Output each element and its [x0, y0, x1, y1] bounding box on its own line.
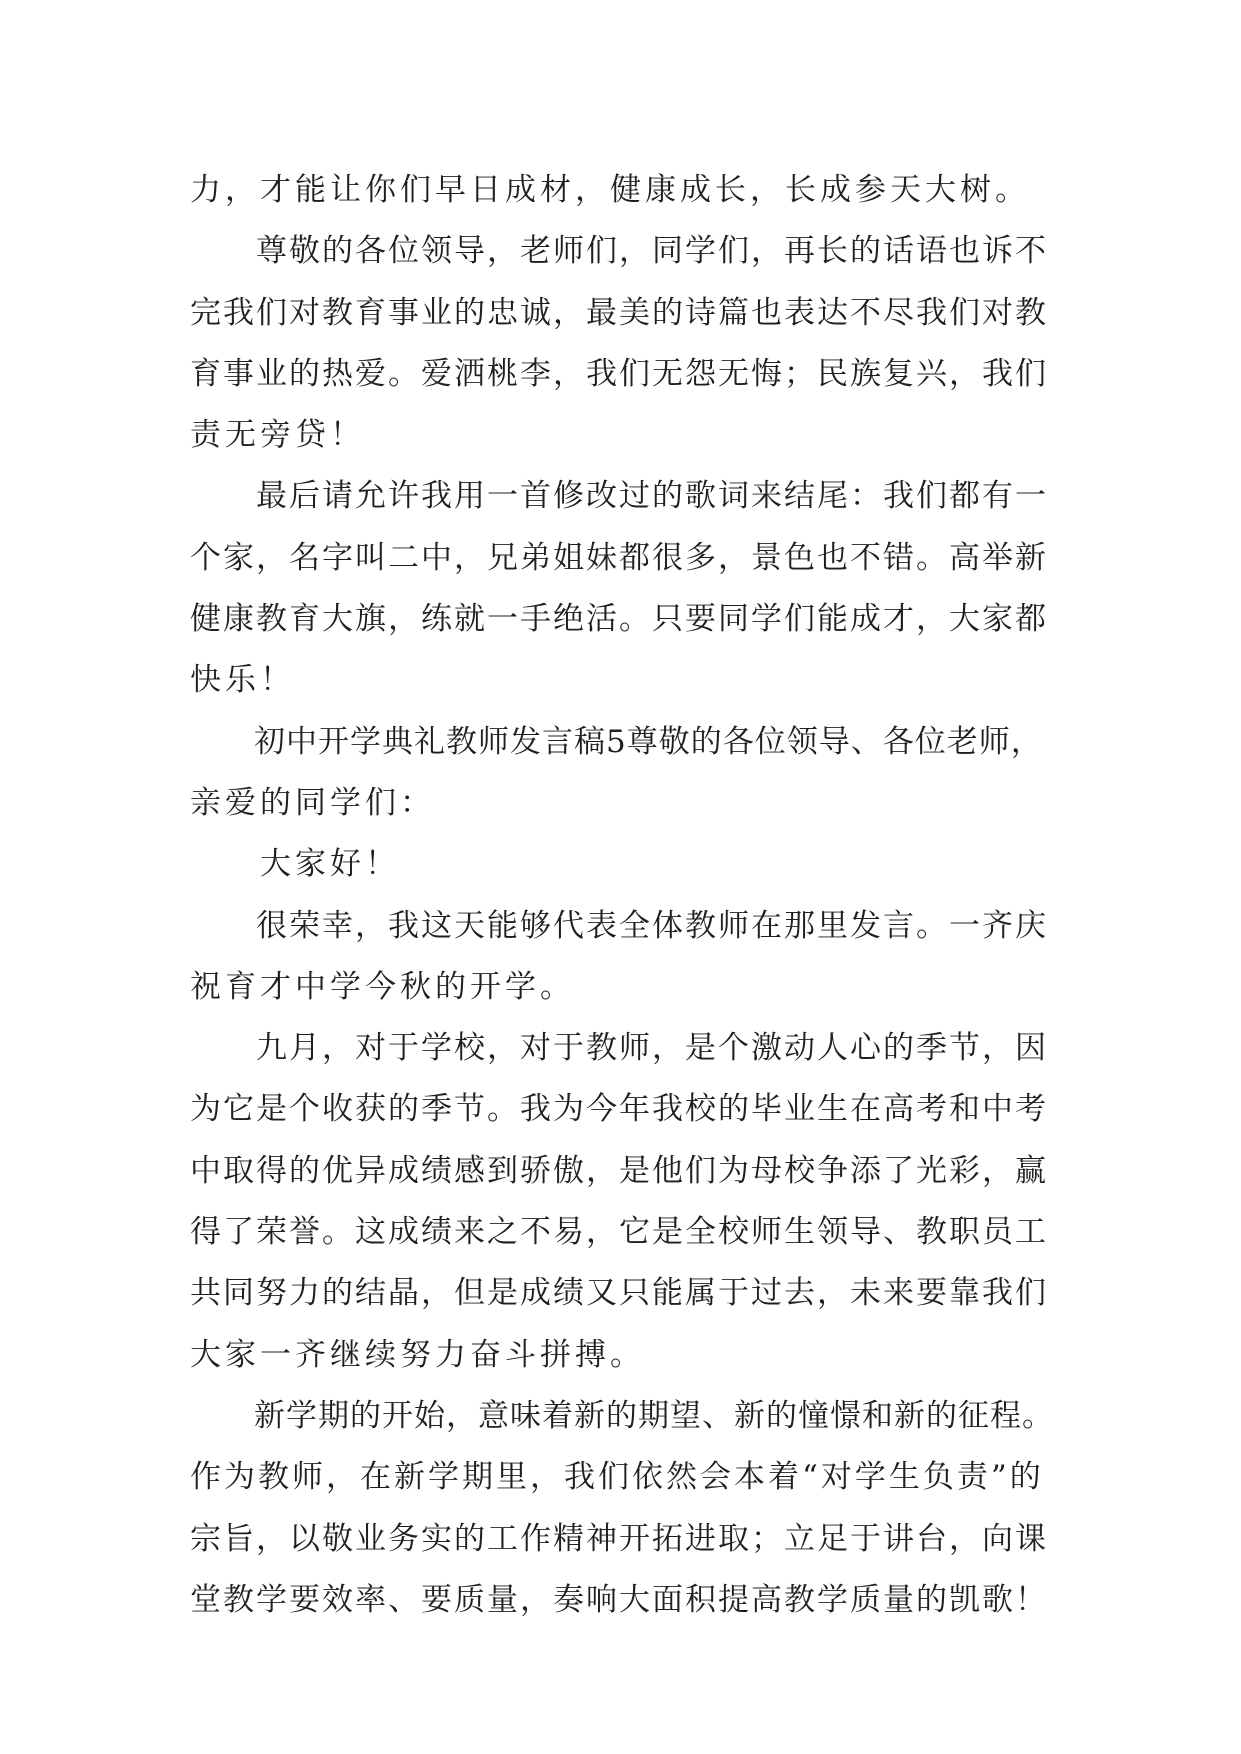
text-line: 祝育才中学今秋的开学。	[190, 968, 575, 1005]
text-line: 得了荣誉。这成绩来之不易，它是全校师生领导、教职员工	[190, 1214, 1048, 1251]
text-line: 作为教师，在新学期里，我们依然会本着“对学生负责”的	[190, 1459, 1044, 1496]
text-line: 中取得的优异成绩感到骄傲，是他们为母校争添了光彩，赢	[190, 1152, 1048, 1189]
paragraph	[190, 712, 1055, 835]
text-line: 新学期的开始，意味着新的期望、新的憧憬和新的征程。	[190, 1397, 1054, 1434]
text-line: 快乐！	[190, 662, 295, 699]
paragraph	[190, 834, 1055, 895]
text-line: 个家，名字叫二中，兄弟姐妹都很多，景色也不错。高举新	[190, 539, 1048, 576]
paragraph	[190, 221, 1055, 466]
text-line: 大家一齐继续努力奋斗拼搏。	[190, 1336, 645, 1373]
text-line: 最后请允许我用一首修改过的歌词来结尾：我们都有一	[190, 478, 1048, 515]
text-line: 责无旁贷！	[190, 417, 365, 454]
paragraph	[190, 160, 1055, 221]
text-line: 尊敬的各位领导，老师们，同学们，再长的话语也诉不	[190, 233, 1048, 270]
paragraph	[190, 466, 1055, 711]
document-page	[190, 0, 1055, 1754]
text-line: 完我们对教育事业的忠诚，最美的诗篇也表达不尽我们对教	[190, 294, 1048, 331]
text-line: 大家好！	[190, 846, 400, 883]
text-line: 堂教学要效率、要质量，奏响大面积提高教学质量的凯歌！	[190, 1581, 1048, 1618]
text-line: 为它是个收获的季节。我为今年我校的毕业生在高考和中考	[190, 1091, 1048, 1128]
text-line: 很荣幸，我这天能够代表全体教师在那里发言。一齐庆	[190, 907, 1048, 944]
text-line: 九月，对于学校，对于教师，是个激动人心的季节，因	[190, 1030, 1048, 1067]
text-line: 育事业的热爱。爱洒桃李，我们无怨无悔；民族复兴，我们	[190, 355, 1048, 392]
text-line: 力，才能让你们早日成材，健康成长，长成参天大树。	[190, 172, 1030, 208]
paragraph	[190, 1018, 1055, 1386]
text-line: 共同努力的结晶，但是成绩又只能属于过去，未来要靠我们	[190, 1275, 1048, 1312]
paragraph	[190, 896, 1055, 1019]
text-line: 健康教育大旗，练就一手绝活。只要同学们能成才，大家都	[190, 601, 1048, 638]
text-line: 亲爱的同学们：	[190, 784, 435, 821]
text-line: 初中开学典礼教师发言稿5尊敬的各位领导、各位老师，	[190, 723, 1043, 760]
paragraph	[190, 1386, 1055, 1631]
text-line: 宗旨，以敬业务实的工作精神开拓进取；立足于讲台，向课	[190, 1520, 1048, 1557]
document-body	[190, 160, 1055, 1631]
